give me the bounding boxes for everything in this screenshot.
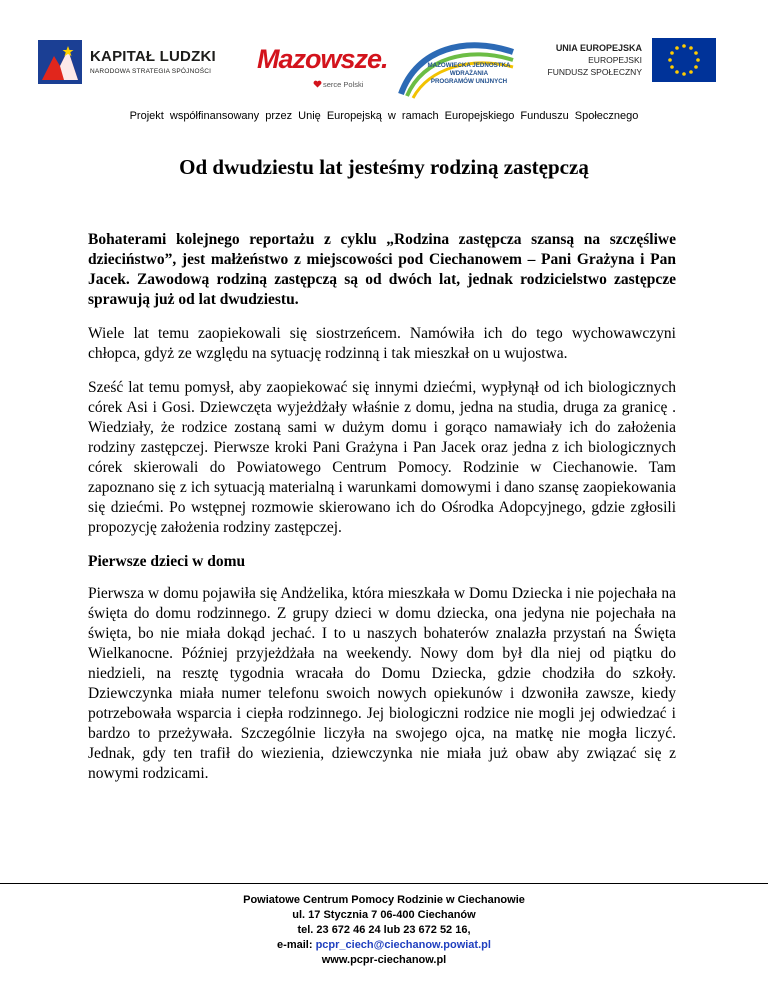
mjwpu-logo [397,34,515,100]
paragraph: Wiele lat temu zaopiekowali się siostrzeńcem. Namówiła ich do tego wychowawczyni chłopca, gdyż ze względu na sytuację rodzinną i tak mieszkał on u wujostwa. [88,325,676,362]
eu-line3: FUNDUSZ SPOŁECZNY [547,67,642,77]
mjwpu-line3: PROGRAMÓW UNIJNYCH [430,78,508,85]
article-body [88,230,676,798]
eu-logo [530,36,720,96]
mazowsze-logo [257,44,388,100]
mjwpu-line1: MAZOWIECKA JEDNOSTKA [427,62,511,69]
lead-paragraph: Bohaterami kolejnego reportażu z cyklu „Rodzina zastępcza szansą na szczęśliwe dzieciństwo”, jest małżeństwo z miejscowości pod Ciechanowem – Pani Grażyna i Pan Jacek. Zawodową rodziną zastępczą są od dwóch lat, jednak rodzicielstwo zastępcze sprawują już od lat dwudziestu. [88,231,676,308]
footer-divider [0,883,768,884]
kapital-ludzki-mark-icon [38,40,82,84]
cofunding-note: Projekt współfinansowany przez Unię Europejską w ramach Europejskiego Funduszu Społecznego [129,110,639,122]
mjwpu-text [427,62,511,86]
page-title: Od dwudziestu lat jesteśmy rodziną zastępczą [179,155,589,179]
mazowsze-tagline: serce Polski [323,80,364,89]
logo-header [0,26,768,106]
footer-email-line [0,938,768,953]
section-subheading: Pierwsze dzieci w domu [88,553,246,570]
paragraph: Sześć lat temu pomysł, aby zaopiekować się innymi dziećmi, wypłynął od ich biologicznych córek Asi i Gosi. Dziewczęta wyjeżdżały właśnie z domu, jedna na studia, druga za granicę . Wiedziały, że rodzice zostaną sami w dużym domu i gorąco namawiały ich do założenia rodziny zastępczej. Pierwsze kroki Pani Grażyna i Pan Jacek oraz jedna z ich biologicznych córek skierowali do Powiatowego Centrum Pomocy. Rodzinie w Ciechanowie. Tam zapoznano się z ich sytuacją materialną i warunkami domowymi i dano szansę zaopiekowania się dziećmi. Po wstępnej rozmowie skierowano ich do Ośrodka Adopcyjnego, gdzie zgłosili propozycję założenia rodziny zastępczej. [88,379,676,536]
kapital-ludzki-subtitle: NARODOWA STRATEGIA SPÓJNOŚCI [90,68,212,75]
mjwpu-line2: WDRAŻANIA [449,70,489,77]
eu-line1: UNIA EUROPEJSKA [555,43,642,53]
footer-website-link[interactable]: www.pcpr-ciechanow.pl [321,954,447,966]
footer-phone: tel. 23 672 46 24 lub 23 672 52 16, [297,924,471,936]
kapital-ludzki-title: KAPITAŁ LUDZKI [90,48,216,65]
heart-icon [313,80,322,88]
footer-email-label: e-mail: [277,939,316,951]
paragraph: Pierwsza w domu pojawiła się Andżelika, która mieszkała w Domu Dziecka i nie pojechała na święta do domu rodzinnego. Z grupy dzieci w domu dziecka, ona jedyna nie pojechała na święta, bo nie miała dokąd jechać. I to u naszych bohaterów znalazła przystań na Święta Wielkanocne. Później przyjeżdżała na weekendy. Nowy dom był dla niej od piątku do niedzieli, na resztę tygodnia wracała do Domu Dziecka, gdzie chodziła do szkoły. Dziewczynka miała numer telefonu swoich nowych opiekunów i dzwoniła zawsze, kiedy potrzebowała wsparcia i ciepła rodzinnego. Jej biologiczni rodzice nie mogli jej odwiedzać i bardzo to przeżywała. Szczególnie liczyła na swojego ojca, na matkę nie mogła liczyć. Jednak, gdy ten trafił do wiezienia, dziewczynka nie miała już obaw aby związać się z nowymi rodzicami. [88,585,676,782]
kapital-ludzki-logo [38,40,240,90]
eu-text [530,42,642,78]
footer-email-link[interactable]: pcpr_ciech@ciechanow.powiat.pl [315,939,491,951]
eu-flag-icon [652,38,716,82]
eu-line2: EUROPEJSKI [588,55,642,65]
footer-address: ul. 17 Stycznia 7 06-400 Ciechanów [292,909,476,921]
footer [0,893,768,968]
footer-org: Powiatowe Centrum Pomocy Rodzinie w Ciechanowie [243,894,525,906]
mazowsze-wordmark: Mazowsze. [257,44,388,74]
